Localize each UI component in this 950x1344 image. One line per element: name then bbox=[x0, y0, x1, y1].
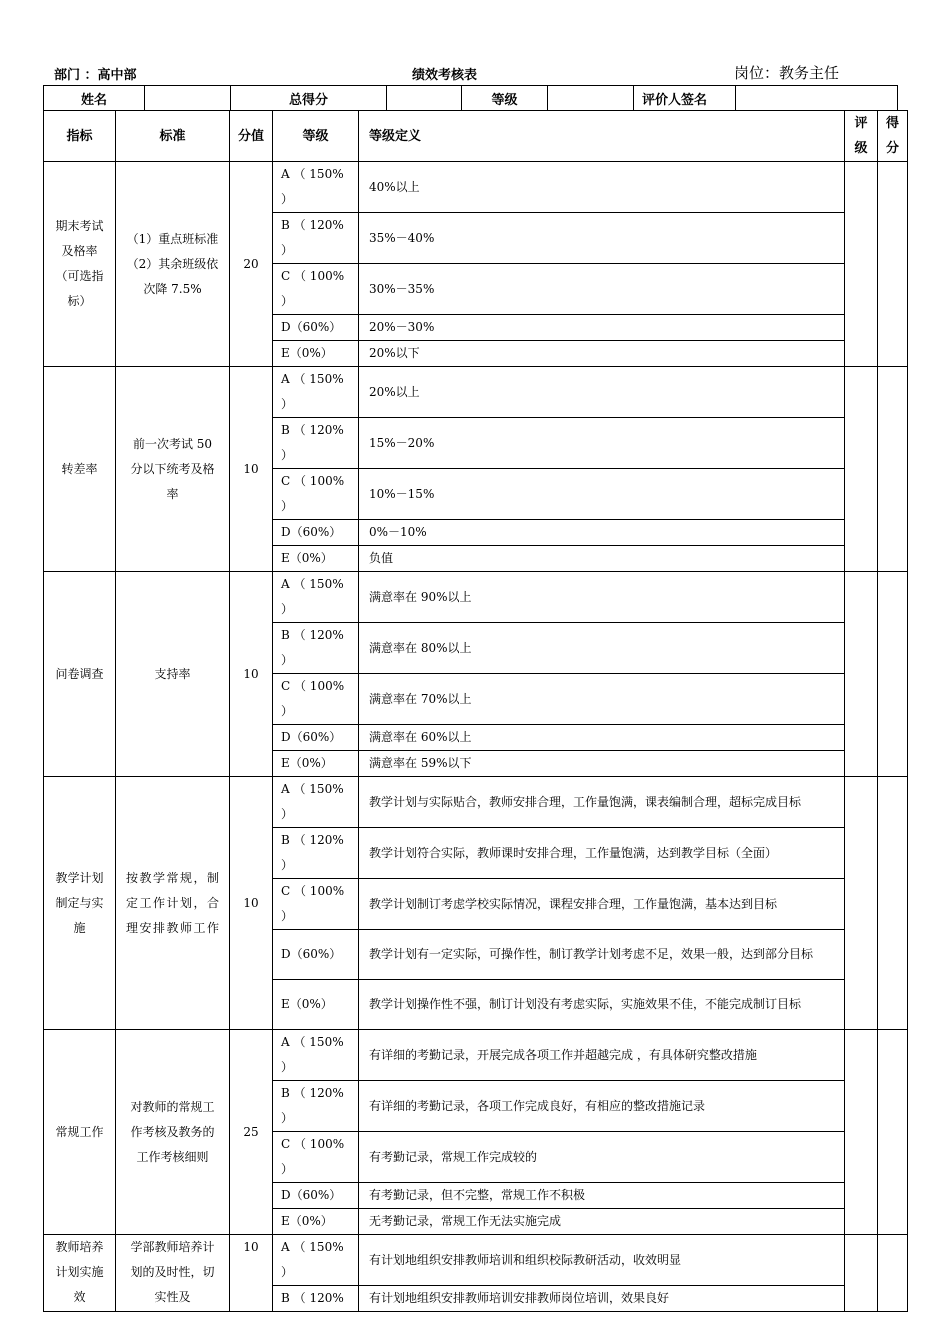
grade-cell: B （ 120% ） bbox=[273, 1081, 359, 1132]
grade-cell: E（0%） bbox=[273, 980, 359, 1030]
grade-label: 等级 bbox=[462, 86, 548, 111]
grade-definition-cell: 满意率在 70%以上 bbox=[359, 674, 845, 725]
points-cell[interactable] bbox=[878, 1030, 908, 1235]
standard-cell: 学部教师培养计划的及时性，切实性及 bbox=[116, 1235, 230, 1312]
score-cell: 25 bbox=[230, 1030, 273, 1235]
grade-definition-cell: 教学计划操作性不强，制订计划没有考虑实际，实施效果不佳，不能完成制订目标 bbox=[359, 980, 845, 1030]
grade-cell: A （ 150% ） bbox=[273, 1030, 359, 1081]
points-cell[interactable] bbox=[878, 367, 908, 572]
indicator-cell: 期末考试及格率（可选指标） bbox=[44, 162, 116, 367]
grade-definition-cell: 10%－15% bbox=[359, 469, 845, 520]
grade-cell: A （ 150% ） bbox=[273, 367, 359, 418]
rating-cell[interactable] bbox=[845, 1030, 878, 1235]
grade-cell: D（60%） bbox=[273, 725, 359, 751]
indicator-cell: 问卷调查 bbox=[44, 572, 116, 777]
grade-definition-cell: 有详细的考勤记录，各项工作完成良好，有相应的整改措施记录 bbox=[359, 1081, 845, 1132]
grade-cell: E（0%） bbox=[273, 341, 359, 367]
score-cell: 10 bbox=[230, 572, 273, 777]
grade-definition-cell: 20%以下 bbox=[359, 341, 845, 367]
grade-cell: D（60%） bbox=[273, 315, 359, 341]
grade-cell: E（0%） bbox=[273, 751, 359, 777]
col-standard: 标准 bbox=[116, 111, 230, 162]
grade-cell: C （ 100% ） bbox=[273, 1132, 359, 1183]
grade-cell: B （ 120% ） bbox=[273, 213, 359, 264]
rating-cell[interactable] bbox=[845, 572, 878, 777]
grade-cell: A （ 150% ） bbox=[273, 572, 359, 623]
grade-definition-cell: 有计划地组织安排教师培训和组织校际教研活动，收效明显 bbox=[359, 1235, 845, 1286]
form-title: 绩效考核表 bbox=[412, 68, 478, 83]
grade-cell: D（60%） bbox=[273, 930, 359, 980]
grade-definition-cell: 教学计划与实际贴合，教师安排合理，工作量饱满，课表编制合理，超标完成目标 bbox=[359, 777, 845, 828]
grade-cell: C （ 100% ） bbox=[273, 879, 359, 930]
grade-definition-cell: 有计划地组织安排教师培训安排教师岗位培训，效果良好 bbox=[359, 1286, 845, 1312]
grade-definition-cell: 有考勤记录，常规工作完成较的 bbox=[359, 1132, 845, 1183]
department-label: 部门 ：高中部 bbox=[54, 68, 137, 83]
points-cell[interactable] bbox=[878, 777, 908, 1030]
total-score-field[interactable] bbox=[387, 86, 462, 111]
col-rating: 评级 bbox=[845, 111, 878, 162]
rating-cell[interactable] bbox=[845, 367, 878, 572]
points-cell[interactable] bbox=[878, 1235, 908, 1312]
name-field[interactable] bbox=[145, 86, 231, 111]
grade-cell: C （ 100% ） bbox=[273, 469, 359, 520]
grade-definition-cell: 15%－20% bbox=[359, 418, 845, 469]
grade-definition-cell: 20%－30% bbox=[359, 315, 845, 341]
indicator-cell: 常规工作 bbox=[44, 1030, 116, 1235]
grade-definition-cell: 0%－10% bbox=[359, 520, 845, 546]
points-cell[interactable] bbox=[878, 572, 908, 777]
grade-definition-cell: 满意率在 59%以下 bbox=[359, 751, 845, 777]
col-grade-definition: 等级定义 bbox=[359, 111, 845, 162]
grade-definition-cell: 40%以上 bbox=[359, 162, 845, 213]
grade-definition-cell: 有考勤记录，但不完整，常规工作不积极 bbox=[359, 1183, 845, 1209]
score-cell: 10 bbox=[230, 1235, 273, 1312]
grade-definition-cell: 教学计划制订考虑学校实际情况，课程安排合理，工作量饱满，基本达到目标 bbox=[359, 879, 845, 930]
assessment-table bbox=[43, 110, 908, 1312]
grade-cell: B （ 120% ） bbox=[273, 623, 359, 674]
indicator-cell: 教学计划制定与实施 bbox=[44, 777, 116, 1030]
grade-definition-cell: 负值 bbox=[359, 546, 845, 572]
score-cell: 10 bbox=[230, 367, 273, 572]
standard-cell: 支持率 bbox=[116, 572, 230, 777]
grade-cell: D（60%） bbox=[273, 1183, 359, 1209]
grade-cell: B （ 120% ） bbox=[273, 828, 359, 879]
score-cell: 20 bbox=[230, 162, 273, 367]
signer-label: 评价人签名 bbox=[634, 86, 736, 111]
rating-cell[interactable] bbox=[845, 777, 878, 1030]
indicator-cell: 转差率 bbox=[44, 367, 116, 572]
grade-cell: E（0%） bbox=[273, 546, 359, 572]
grade-definition-cell: 有详细的考勤记录，开展完成各项工作并超越完成 ，有具体研究整改措施 bbox=[359, 1030, 845, 1081]
signer-field[interactable] bbox=[736, 86, 898, 111]
standard-cell: 按教学常规，制定工作计划，合理安排教师工作 bbox=[116, 777, 230, 1030]
points-cell[interactable] bbox=[878, 162, 908, 367]
info-table bbox=[43, 85, 898, 111]
rating-cell[interactable] bbox=[845, 1235, 878, 1312]
col-grade: 等级 bbox=[273, 111, 359, 162]
grade-definition-cell: 30%－35% bbox=[359, 264, 845, 315]
standard-cell: （1）重点班标准（2）其余班级依次降 7.5% bbox=[116, 162, 230, 367]
grade-cell: C （ 100% ） bbox=[273, 674, 359, 725]
col-points: 得分 bbox=[878, 111, 908, 162]
score-cell: 10 bbox=[230, 777, 273, 1030]
grade-cell: B （ 120% bbox=[273, 1286, 359, 1312]
grade-cell: A （ 150% ） bbox=[273, 1235, 359, 1286]
rating-cell[interactable] bbox=[845, 162, 878, 367]
grade-field[interactable] bbox=[548, 86, 634, 111]
col-score: 分值 bbox=[230, 111, 273, 162]
grade-cell: D（60%） bbox=[273, 520, 359, 546]
grade-cell: B （ 120% ） bbox=[273, 418, 359, 469]
grade-definition-cell: 无考勤记录，常规工作无法实施完成 bbox=[359, 1209, 845, 1235]
grade-definition-cell: 20%以上 bbox=[359, 367, 845, 418]
standard-cell: 前一次考试 50 分以下统考及格率 bbox=[116, 367, 230, 572]
total-score-label: 总得分 bbox=[231, 86, 387, 111]
grade-definition-cell: 满意率在 90%以上 bbox=[359, 572, 845, 623]
indicator-cell: 教师培养计划实施效 bbox=[44, 1235, 116, 1312]
grade-cell: E（0%） bbox=[273, 1209, 359, 1235]
grade-definition-cell: 满意率在 80%以上 bbox=[359, 623, 845, 674]
name-label: 姓名 bbox=[44, 86, 145, 111]
grade-definition-cell: 教学计划符合实际，教师课时安排合理，工作量饱满，达到教学目标（全面） bbox=[359, 828, 845, 879]
grade-definition-cell: 教学计划有一定实际，可操作性，制订教学计划考虑不足，效果一般，达到部分目标 bbox=[359, 930, 845, 980]
col-indicator: 指标 bbox=[44, 111, 116, 162]
position-label: 岗位：教务主任 bbox=[734, 64, 840, 82]
grade-cell: A （ 150% ） bbox=[273, 162, 359, 213]
standard-cell: 对教师的常规工作考核及教务的工作考核细则 bbox=[116, 1030, 230, 1235]
grade-cell: A （ 150% ） bbox=[273, 777, 359, 828]
grade-definition-cell: 满意率在 60%以上 bbox=[359, 725, 845, 751]
grade-definition-cell: 35%－40% bbox=[359, 213, 845, 264]
grade-cell: C （ 100% ） bbox=[273, 264, 359, 315]
